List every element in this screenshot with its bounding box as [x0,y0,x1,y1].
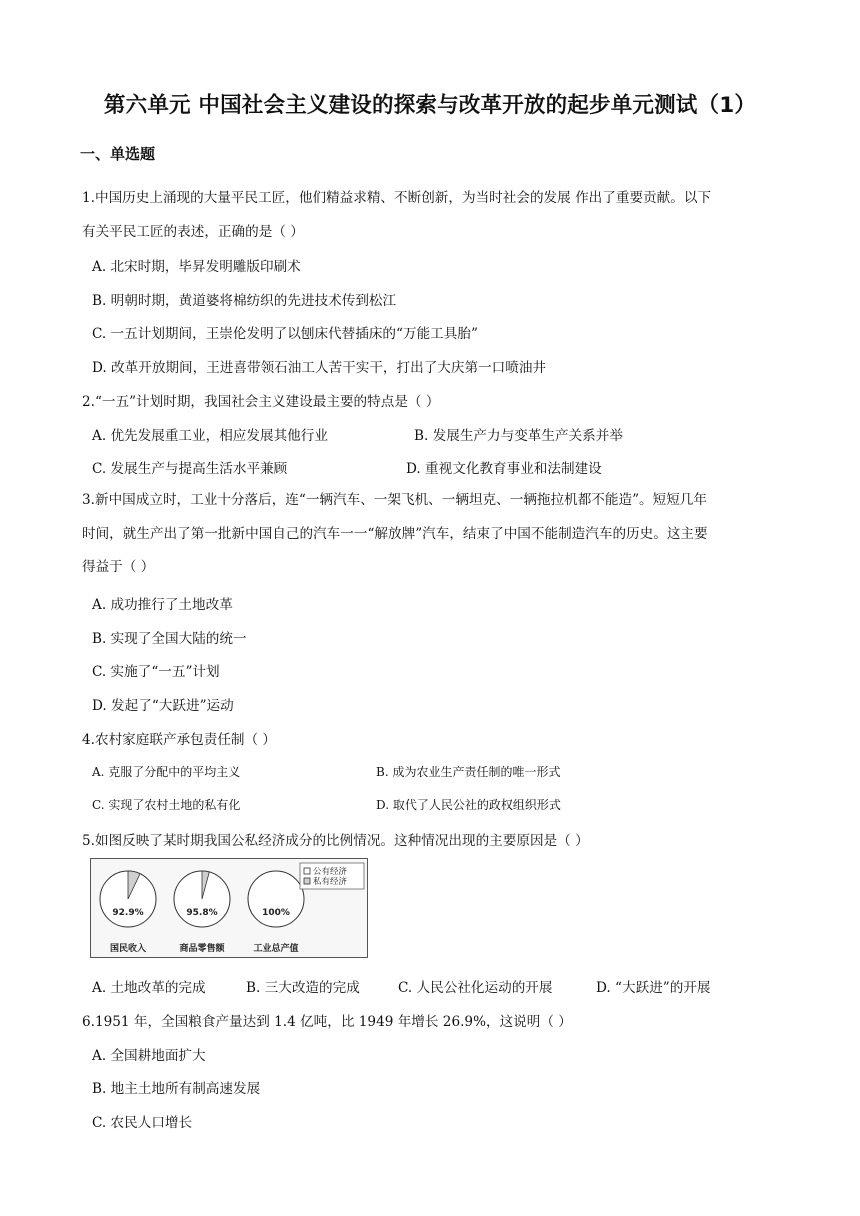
question-3-line-2: 时间，就生产出了第一批新中国自己的汽车一一“解放牌”汽车，结束了中国不能制造汽车的历史。这主要 [82,525,708,542]
question-1-line-2: 有关平民工匠的表述，正确的是（ ） [82,223,304,240]
question-3-line-1: 3.新中国成立时，工业十分落后，连“一辆汽车、一架飞机、一辆坦克、一辆拖拉机都不能造”。短短几年 [82,492,707,508]
question-1-option-b[interactable]: B. 明朝时期，黄道婆将棉纺织的先进技术传到松江 [92,293,397,309]
pie-chart-figure [90,858,368,958]
question-5-stem: 5.如图反映了某时期我国公私经济成分的比例情况。这种情况出现的主要原因是（ ） [82,833,589,849]
legend-swatch-private [304,878,310,884]
question-2-option-d[interactable]: D. 重视文化教育事业和法制建设 [406,461,602,477]
question-1-line-1: 1.中国历史上涌现的大量平民工匠，他们精益求精、不断创新，为当时社会的发展 作出了重要贡献。以下 [82,190,712,206]
legend-swatch-public [304,868,310,874]
pie-3-public-slice [248,871,304,927]
question-4-option-a[interactable]: A. 克服了分配中的平均主义 [92,765,241,779]
pie-2-value-label: 95.8% [186,908,218,918]
question-3-option-d[interactable]: D. 发起了“大跃进”运动 [92,698,234,714]
question-6-stem: 6.1951 年，全国粮食产量达到 1.4 亿吨，比 1949 年增长 26.9%，这说明（ ） [82,1014,572,1030]
question-5-option-d[interactable]: D. “大跃进”的开展 [596,980,711,996]
pie-1-caption: 国民收入 [109,944,147,954]
question-6-option-c[interactable]: C. 农民人口增长 [92,1115,193,1131]
question-4-option-d[interactable]: D. 取代了人民公社的政权组织形式 [376,798,561,812]
pie-2-caption: 商品零售额 [179,944,225,954]
question-3-option-c[interactable]: C. 实施了“一五”计划 [92,664,220,680]
legend-label-public: 公有经济 [313,867,348,877]
question-5-option-c[interactable]: C. 人民公社化运动的开展 [398,980,553,996]
chart-legend [300,863,364,889]
question-3-line-3: 得益于（ ） [82,559,155,575]
question-2-option-c[interactable]: C. 发展生产与提高生活水平兼顾 [92,461,288,477]
section-heading: 一、单选题 [80,145,156,163]
legend-label-private: 私有经济 [313,877,348,887]
question-1-option-c[interactable]: C. 一五计划期间，王崇伦发明了以刨床代替插床的“万能工具胎” [92,326,478,342]
question-2-option-a[interactable]: A. 优先发展重工业，相应发展其他行业 [92,428,328,444]
question-3-option-a[interactable]: A. 成功推行了土地改革 [92,597,233,613]
pie-1-value-label: 92.9% [112,908,144,918]
pie-chart-svg [91,859,367,957]
question-5-option-a[interactable]: A. 土地改革的完成 [92,980,206,996]
question-5-option-b[interactable]: B. 三大改造的完成 [246,980,360,996]
question-2-option-b[interactable]: B. 发展生产力与变革生产关系并举 [414,428,623,444]
pie-3-caption: 工业总产值 [253,944,299,954]
question-1-stem [82,182,782,249]
question-1-option-d[interactable]: D. 改革开放期间，王进喜带领石油工人苦干实干，打出了大庆第一口喷油井 [92,360,547,376]
question-1-option-a[interactable]: A. 北宋时期，毕昇发明雕版印刷术 [92,259,301,275]
question-2-stem: 2.“一五”计划时期，我国社会主义建设最主要的特点是（ ） [82,394,440,410]
question-4-stem: 4.农村家庭联产承包责任制（ ） [82,732,277,748]
question-3-stem [82,484,782,585]
page-title: 第六单元 中国社会主义建设的探索与改革开放的起步单元测试（1） [103,93,757,118]
question-3-option-b[interactable]: B. 实现了全国大陆的统一 [92,631,247,647]
question-6-option-a[interactable]: A. 全国耕地面扩大 [92,1048,206,1064]
pie-3-value-label: 100% [262,908,290,918]
question-4-option-b[interactable]: B. 成为农业生产责任制的唯一形式 [376,765,561,779]
question-6-option-b[interactable]: B. 地主土地所有制高速发展 [92,1081,261,1097]
question-4-option-c[interactable]: C. 实现了农村土地的私有化 [92,798,241,812]
